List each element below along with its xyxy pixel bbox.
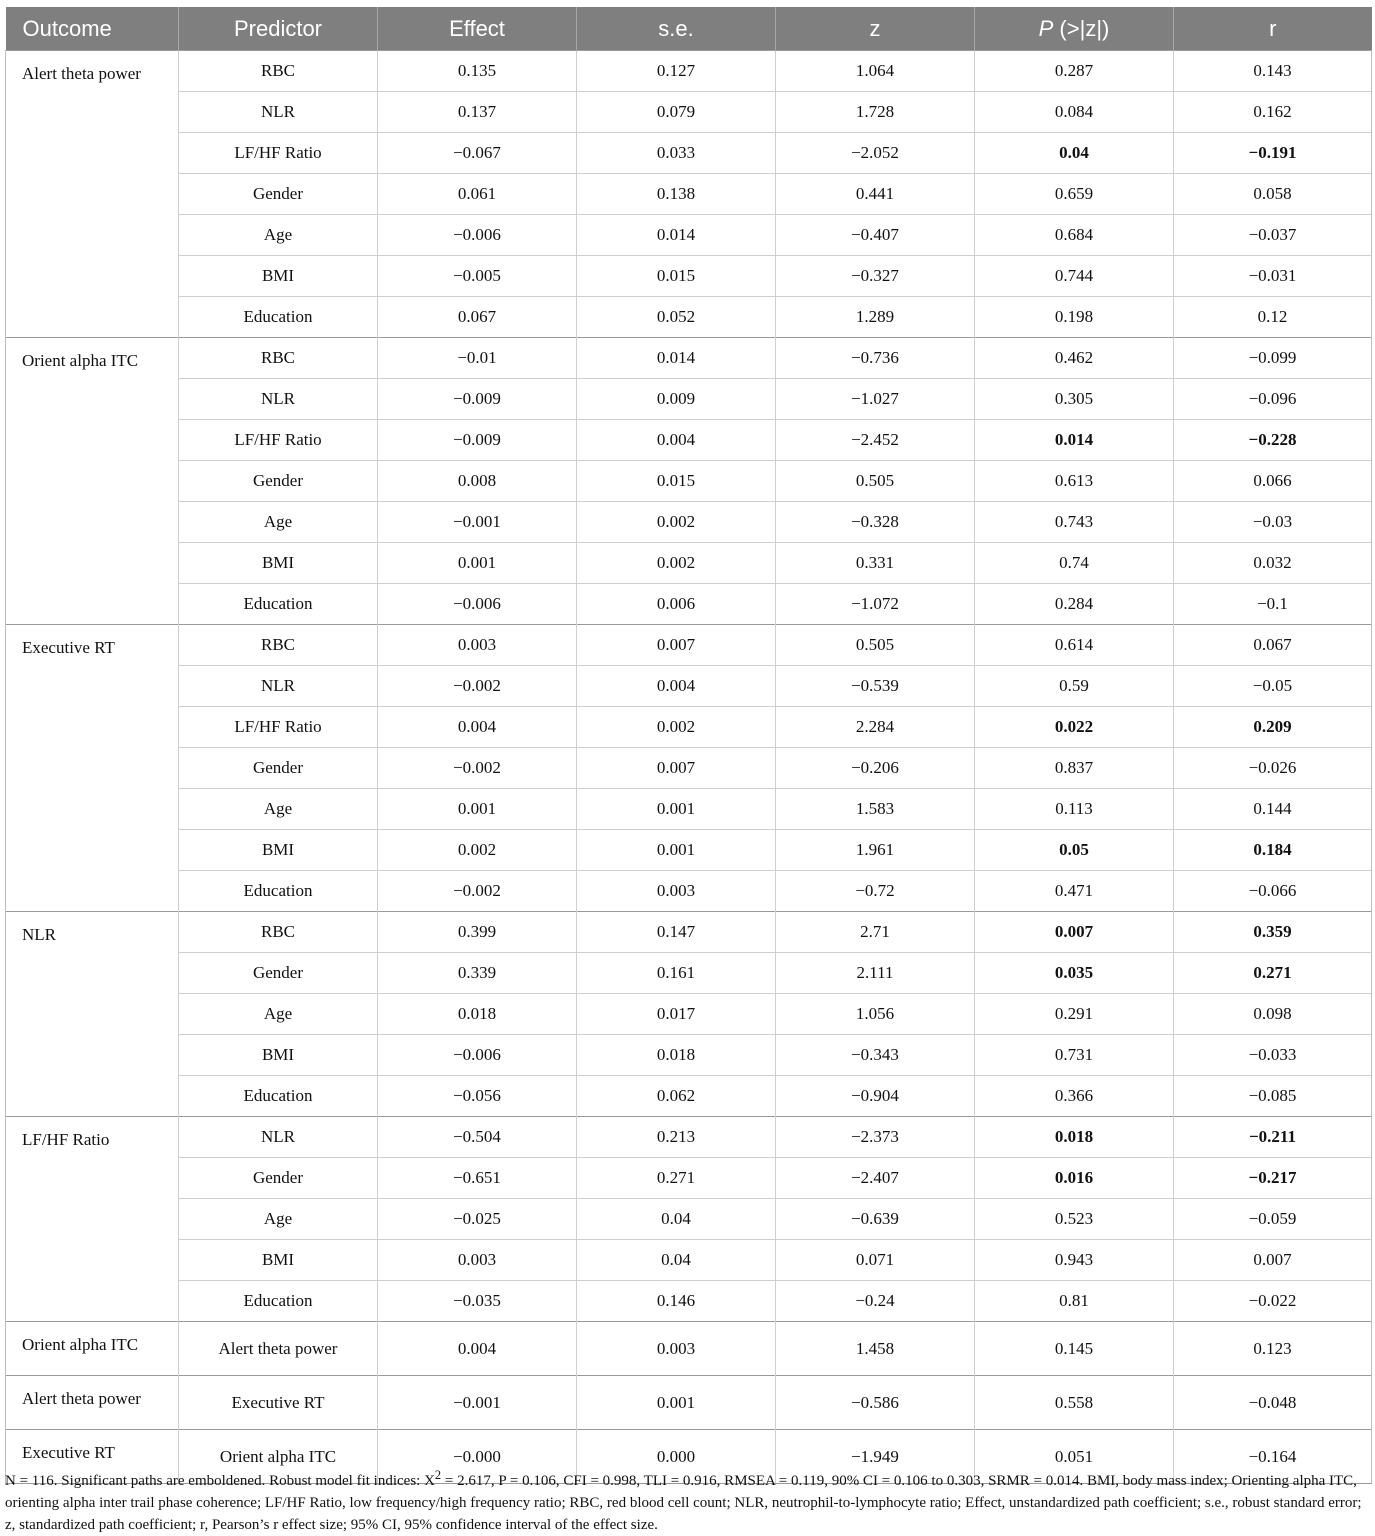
predictor-cell: Gender: [179, 953, 378, 994]
table-row: [6, 1035, 1372, 1076]
r-value-cell: 0.144: [1174, 789, 1372, 830]
table-row: [6, 625, 1372, 666]
p-value-cell: 0.837: [975, 748, 1174, 789]
p-value-cell: 0.943: [975, 1240, 1174, 1281]
r-value-cell: −0.211: [1174, 1117, 1372, 1158]
r-value-cell: 0.271: [1174, 953, 1372, 994]
p-value-cell: 0.016: [975, 1158, 1174, 1199]
predictor-cell: Education: [179, 297, 378, 338]
predictor-cell: Education: [179, 584, 378, 625]
z-cell: −0.327: [776, 256, 975, 297]
se-cell: 0.004: [577, 420, 776, 461]
predictor-cell: Age: [179, 789, 378, 830]
effect-cell: −0.056: [378, 1076, 577, 1117]
p-value-cell: 0.04: [975, 133, 1174, 174]
table-row: [6, 1281, 1372, 1322]
z-cell: −1.072: [776, 584, 975, 625]
z-cell: 2.111: [776, 953, 975, 994]
effect-cell: −0.002: [378, 666, 577, 707]
z-cell: −0.343: [776, 1035, 975, 1076]
r-value-cell: 0.209: [1174, 707, 1372, 748]
outcome-cell: Orient alpha ITC: [6, 338, 179, 625]
r-value-cell: −0.037: [1174, 215, 1372, 256]
r-value-cell: 0.359: [1174, 912, 1372, 953]
se-cell: 0.018: [577, 1035, 776, 1076]
effect-cell: −0.01: [378, 338, 577, 379]
r-value-cell: 0.143: [1174, 51, 1372, 92]
r-value-cell: 0.032: [1174, 543, 1372, 584]
effect-cell: −0.651: [378, 1158, 577, 1199]
predictor-cell: Age: [179, 502, 378, 543]
predictor-cell: Gender: [179, 461, 378, 502]
effect-cell: −0.000: [378, 1430, 577, 1484]
p-value-cell: 0.084: [975, 92, 1174, 133]
outcome-cell: Executive RT: [6, 1430, 179, 1484]
table-row: [6, 297, 1372, 338]
p-value-cell: 0.198: [975, 297, 1174, 338]
outcome-cell: Alert theta power: [6, 51, 179, 338]
se-cell: 0.002: [577, 707, 776, 748]
predictor-cell: Education: [179, 1281, 378, 1322]
predictor-cell: Gender: [179, 174, 378, 215]
p-value-cell: 0.659: [975, 174, 1174, 215]
table-row: [6, 994, 1372, 1035]
predictor-cell: BMI: [179, 1035, 378, 1076]
predictor-cell: Age: [179, 215, 378, 256]
p-value-cell: 0.731: [975, 1035, 1174, 1076]
z-cell: 1.583: [776, 789, 975, 830]
table-row: [6, 174, 1372, 215]
se-cell: 0.015: [577, 461, 776, 502]
header-predictor: Predictor: [179, 7, 378, 51]
predictor-cell: Gender: [179, 1158, 378, 1199]
p-value-cell: 0.051: [975, 1430, 1174, 1484]
table-row: [6, 543, 1372, 584]
p-value-cell: 0.471: [975, 871, 1174, 912]
r-value-cell: −0.1: [1174, 584, 1372, 625]
footnote-superscript: 2: [434, 1468, 442, 1482]
predictor-cell: Gender: [179, 748, 378, 789]
effect-cell: 0.002: [378, 830, 577, 871]
r-value-cell: −0.066: [1174, 871, 1372, 912]
se-cell: 0.001: [577, 789, 776, 830]
se-cell: 0.033: [577, 133, 776, 174]
predictor-cell: BMI: [179, 256, 378, 297]
p-value-cell: 0.113: [975, 789, 1174, 830]
p-value-cell: 0.291: [975, 994, 1174, 1035]
predictor-cell: RBC: [179, 51, 378, 92]
table-row: [6, 912, 1372, 953]
r-value-cell: −0.048: [1174, 1376, 1372, 1430]
table-row: [6, 1199, 1372, 1240]
effect-cell: −0.002: [378, 871, 577, 912]
p-value-cell: 0.613: [975, 461, 1174, 502]
r-value-cell: −0.217: [1174, 1158, 1372, 1199]
z-cell: −0.72: [776, 871, 975, 912]
effect-cell: −0.006: [378, 584, 577, 625]
header-r: r: [1174, 7, 1372, 51]
se-cell: 0.006: [577, 584, 776, 625]
effect-cell: 0.135: [378, 51, 577, 92]
r-value-cell: −0.099: [1174, 338, 1372, 379]
table-row: [6, 256, 1372, 297]
outcome-cell: Executive RT: [6, 625, 179, 912]
z-cell: 0.505: [776, 625, 975, 666]
p-value-cell: 0.743: [975, 502, 1174, 543]
z-cell: −0.539: [776, 666, 975, 707]
se-cell: 0.000: [577, 1430, 776, 1484]
effect-cell: 0.001: [378, 789, 577, 830]
se-cell: 0.017: [577, 994, 776, 1035]
predictor-cell: Executive RT: [179, 1376, 378, 1430]
z-cell: 2.284: [776, 707, 975, 748]
header-se: s.e.: [577, 7, 776, 51]
se-cell: 0.161: [577, 953, 776, 994]
p-value-cell: 0.462: [975, 338, 1174, 379]
p-value-cell: 0.366: [975, 1076, 1174, 1117]
se-cell: 0.138: [577, 174, 776, 215]
effect-cell: 0.001: [378, 543, 577, 584]
predictor-cell: RBC: [179, 338, 378, 379]
table-row: [6, 748, 1372, 789]
se-cell: 0.001: [577, 1376, 776, 1430]
effect-cell: 0.061: [378, 174, 577, 215]
p-value-cell: 0.007: [975, 912, 1174, 953]
table-row: [6, 92, 1372, 133]
se-cell: 0.015: [577, 256, 776, 297]
p-value-cell: 0.614: [975, 625, 1174, 666]
p-value-cell: 0.744: [975, 256, 1174, 297]
p-value-cell: 0.558: [975, 1376, 1174, 1430]
z-cell: −0.407: [776, 215, 975, 256]
se-cell: 0.213: [577, 1117, 776, 1158]
z-cell: −2.373: [776, 1117, 975, 1158]
se-cell: 0.007: [577, 625, 776, 666]
p-value-cell: 0.284: [975, 584, 1174, 625]
effect-cell: −0.009: [378, 420, 577, 461]
table-row: [6, 789, 1372, 830]
r-value-cell: 0.162: [1174, 92, 1372, 133]
header-outcome: Outcome: [6, 7, 179, 51]
p-value-cell: 0.684: [975, 215, 1174, 256]
table-row: [6, 830, 1372, 871]
effect-cell: −0.067: [378, 133, 577, 174]
z-cell: 0.441: [776, 174, 975, 215]
outcome-cell: Alert theta power: [6, 1376, 179, 1430]
r-value-cell: −0.026: [1174, 748, 1372, 789]
se-cell: 0.009: [577, 379, 776, 420]
table-footnote: [5, 1464, 1370, 1536]
p-value-cell: 0.305: [975, 379, 1174, 420]
se-cell: 0.271: [577, 1158, 776, 1199]
effect-cell: −0.504: [378, 1117, 577, 1158]
r-value-cell: 0.098: [1174, 994, 1372, 1035]
predictor-cell: RBC: [179, 912, 378, 953]
table-row: [6, 133, 1372, 174]
outcome-cell: LF/HF Ratio: [6, 1117, 179, 1322]
header-effect: Effect: [378, 7, 577, 51]
table-row: [6, 1076, 1372, 1117]
outcome-cell: NLR: [6, 912, 179, 1117]
se-cell: 0.127: [577, 51, 776, 92]
predictor-cell: RBC: [179, 625, 378, 666]
z-cell: 1.458: [776, 1322, 975, 1376]
r-value-cell: −0.022: [1174, 1281, 1372, 1322]
effect-cell: 0.003: [378, 1240, 577, 1281]
r-value-cell: −0.03: [1174, 502, 1372, 543]
effect-cell: 0.067: [378, 297, 577, 338]
effect-cell: −0.001: [378, 1376, 577, 1430]
se-cell: 0.003: [577, 1322, 776, 1376]
z-cell: 1.056: [776, 994, 975, 1035]
se-cell: 0.04: [577, 1240, 776, 1281]
r-value-cell: −0.228: [1174, 420, 1372, 461]
table-row: [6, 1322, 1372, 1376]
effect-cell: 0.018: [378, 994, 577, 1035]
z-cell: −0.736: [776, 338, 975, 379]
predictor-cell: LF/HF Ratio: [179, 133, 378, 174]
effect-cell: −0.035: [378, 1281, 577, 1322]
se-cell: 0.04: [577, 1199, 776, 1240]
results-table: [5, 7, 1372, 1484]
se-cell: 0.003: [577, 871, 776, 912]
predictor-cell: BMI: [179, 830, 378, 871]
effect-cell: −0.005: [378, 256, 577, 297]
p-value-cell: 0.014: [975, 420, 1174, 461]
r-value-cell: 0.066: [1174, 461, 1372, 502]
predictor-cell: NLR: [179, 92, 378, 133]
r-value-cell: −0.164: [1174, 1430, 1372, 1484]
z-cell: 2.71: [776, 912, 975, 953]
predictor-cell: Education: [179, 871, 378, 912]
table-row: [6, 871, 1372, 912]
z-cell: −2.407: [776, 1158, 975, 1199]
z-cell: −2.052: [776, 133, 975, 174]
effect-cell: −0.001: [378, 502, 577, 543]
z-cell: −1.949: [776, 1430, 975, 1484]
p-value-cell: 0.05: [975, 830, 1174, 871]
table-row: [6, 1117, 1372, 1158]
effect-cell: 0.339: [378, 953, 577, 994]
p-value-cell: 0.523: [975, 1199, 1174, 1240]
p-value-cell: 0.022: [975, 707, 1174, 748]
table-row: [6, 461, 1372, 502]
predictor-cell: BMI: [179, 543, 378, 584]
r-value-cell: −0.033: [1174, 1035, 1372, 1076]
z-cell: 1.961: [776, 830, 975, 871]
r-value-cell: −0.096: [1174, 379, 1372, 420]
p-value-cell: 0.81: [975, 1281, 1174, 1322]
p-value-cell: 0.287: [975, 51, 1174, 92]
se-cell: 0.004: [577, 666, 776, 707]
effect-cell: 0.004: [378, 707, 577, 748]
table-row: [6, 953, 1372, 994]
predictor-cell: NLR: [179, 666, 378, 707]
r-value-cell: −0.05: [1174, 666, 1372, 707]
table-row: [6, 338, 1372, 379]
effect-cell: 0.399: [378, 912, 577, 953]
table-row: [6, 666, 1372, 707]
header-p-italic: P: [1038, 15, 1054, 41]
z-cell: 0.071: [776, 1240, 975, 1281]
table-row: [6, 51, 1372, 92]
r-value-cell: 0.184: [1174, 830, 1372, 871]
se-cell: 0.014: [577, 338, 776, 379]
effect-cell: −0.006: [378, 215, 577, 256]
z-cell: 1.728: [776, 92, 975, 133]
r-value-cell: −0.031: [1174, 256, 1372, 297]
predictor-cell: LF/HF Ratio: [179, 420, 378, 461]
predictor-cell: NLR: [179, 1117, 378, 1158]
se-cell: 0.001: [577, 830, 776, 871]
p-value-cell: 0.035: [975, 953, 1174, 994]
r-value-cell: −0.059: [1174, 1199, 1372, 1240]
z-cell: −0.639: [776, 1199, 975, 1240]
p-value-cell: 0.018: [975, 1117, 1174, 1158]
predictor-cell: BMI: [179, 1240, 378, 1281]
predictor-cell: Alert theta power: [179, 1322, 378, 1376]
header-row: [6, 7, 1372, 51]
se-cell: 0.062: [577, 1076, 776, 1117]
r-value-cell: 0.058: [1174, 174, 1372, 215]
z-cell: 1.064: [776, 51, 975, 92]
effect-cell: 0.003: [378, 625, 577, 666]
table-header: [6, 7, 1372, 51]
table-row: [6, 1376, 1372, 1430]
z-cell: −1.027: [776, 379, 975, 420]
se-cell: 0.146: [577, 1281, 776, 1322]
predictor-cell: Orient alpha ITC: [179, 1430, 378, 1484]
predictor-cell: Education: [179, 1076, 378, 1117]
r-value-cell: 0.007: [1174, 1240, 1372, 1281]
se-cell: 0.052: [577, 297, 776, 338]
p-value-cell: 0.74: [975, 543, 1174, 584]
z-cell: 1.289: [776, 297, 975, 338]
footnote-text-start: N = 116. Significant paths are emboldened. Robust model fit indices: X: [5, 1473, 435, 1489]
table-row: [6, 502, 1372, 543]
table-row: [6, 420, 1372, 461]
z-cell: −2.452: [776, 420, 975, 461]
r-value-cell: −0.191: [1174, 133, 1372, 174]
effect-cell: −0.009: [378, 379, 577, 420]
z-cell: 0.331: [776, 543, 975, 584]
z-cell: −0.904: [776, 1076, 975, 1117]
effect-cell: 0.137: [378, 92, 577, 133]
predictor-cell: Age: [179, 1199, 378, 1240]
se-cell: 0.079: [577, 92, 776, 133]
p-value-cell: 0.59: [975, 666, 1174, 707]
r-value-cell: 0.067: [1174, 625, 1372, 666]
table-row: [6, 584, 1372, 625]
r-value-cell: 0.123: [1174, 1322, 1372, 1376]
table-row: [6, 379, 1372, 420]
header-p: [975, 7, 1174, 51]
header-p-rest: (>|z|): [1053, 15, 1110, 41]
table-row: [6, 707, 1372, 748]
z-cell: 0.505: [776, 461, 975, 502]
predictor-cell: Age: [179, 994, 378, 1035]
effect-cell: −0.006: [378, 1035, 577, 1076]
predictor-cell: LF/HF Ratio: [179, 707, 378, 748]
effect-cell: −0.002: [378, 748, 577, 789]
se-cell: 0.002: [577, 502, 776, 543]
effect-cell: −0.025: [378, 1199, 577, 1240]
se-cell: 0.007: [577, 748, 776, 789]
r-value-cell: −0.085: [1174, 1076, 1372, 1117]
outcome-cell: Orient alpha ITC: [6, 1322, 179, 1376]
se-cell: 0.014: [577, 215, 776, 256]
table-body: [6, 51, 1372, 1484]
p-value-cell: 0.145: [975, 1322, 1174, 1376]
table-row: [6, 215, 1372, 256]
z-cell: −0.24: [776, 1281, 975, 1322]
table-row: [6, 1158, 1372, 1199]
se-cell: 0.002: [577, 543, 776, 584]
z-cell: −0.206: [776, 748, 975, 789]
se-cell: 0.147: [577, 912, 776, 953]
predictor-cell: NLR: [179, 379, 378, 420]
z-cell: −0.586: [776, 1376, 975, 1430]
effect-cell: 0.008: [378, 461, 577, 502]
table-row: [6, 1240, 1372, 1281]
effect-cell: 0.004: [378, 1322, 577, 1376]
r-value-cell: 0.12: [1174, 297, 1372, 338]
header-z: z: [776, 7, 975, 51]
footnote-text-rest: = 2.617, P = 0.106, CFI = 0.998, TLI = 0.916, RMSEA = 0.119, 90% CI = 0.106 to 0.303, SRMR = 0.014. BMI, body mass index; Orienting alpha ITC, orienting alpha inter trail phase coherence; LF/HF Ratio, low frequency/high frequency ratio; RBC, red blood cell count; NLR, neutrophil-to-lymphocyte ratio; Effect, unstandardized path coefficient; s.e., robust standard error; z, standardized path coefficient; r, Pearson’s r effect size; 95% CI, 95% confidence interval of the effect size.: [5, 1473, 1362, 1533]
z-cell: −0.328: [776, 502, 975, 543]
